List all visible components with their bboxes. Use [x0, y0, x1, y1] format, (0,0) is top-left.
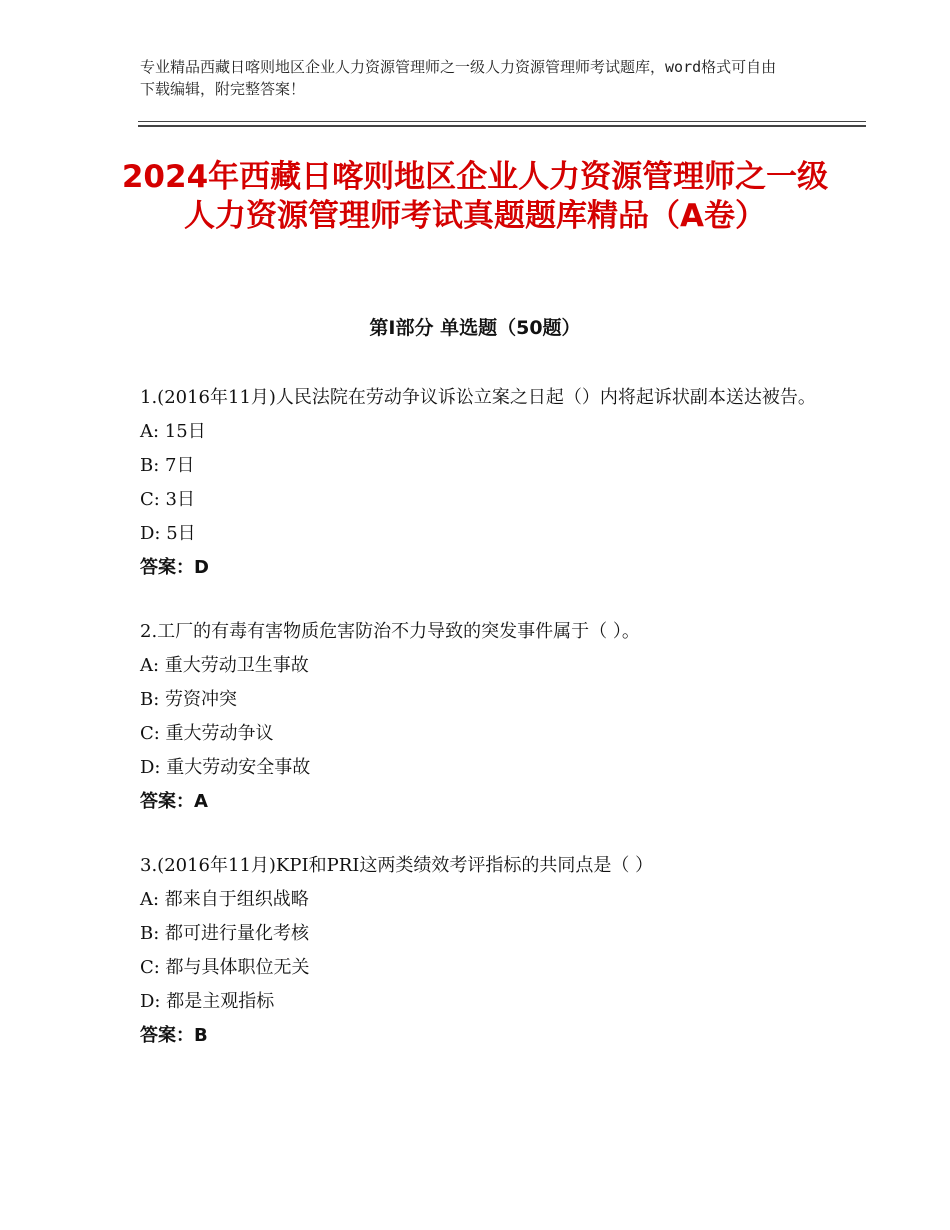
option-d: D: 重大劳动安全事故: [140, 757, 311, 778]
question-1: [140, 381, 820, 585]
question-stem: 1.(2016年11月)人民法院在劳动争议诉讼立案之日起（）内将起诉状副本送达被告。: [140, 387, 816, 408]
option-c: C: 都与具体职位无关: [140, 957, 310, 978]
option-a: A: 15日: [140, 421, 206, 442]
option-b: B: 都可进行量化考核: [140, 923, 310, 944]
header-divider-thin: [138, 121, 866, 122]
answer-line: 答案：B: [140, 1025, 208, 1046]
option-d: D: 5日: [140, 523, 196, 544]
header-divider-thick: [138, 125, 866, 127]
document-title: 2024年西藏日喀则地区企业人力资源管理师之一级人力资源管理师考试真题题库精品（A卷）: [121, 159, 829, 234]
header-note: 专业精品西藏日喀则地区企业人力资源管理师之一级人力资源管理师考试题库，word格式可自由下载编辑，附完整答案！: [140, 58, 777, 98]
option-a: A: 都来自于组织战略: [140, 889, 309, 910]
question-3: [140, 849, 820, 1053]
section-title: 第Ⅰ部分 单选题（50题）: [369, 317, 581, 339]
option-c: C: 重大劳动争议: [140, 723, 274, 744]
option-a: A: 重大劳动卫生事故: [140, 655, 309, 676]
answer-line: 答案：D: [140, 557, 209, 578]
option-d: D: 都是主观指标: [140, 991, 275, 1012]
option-b: B: 7日: [140, 455, 195, 476]
question-stem: 3.(2016年11月)KPI和PRI这两类绩效考评指标的共同点是（ ）: [140, 855, 654, 876]
question-stem: 2.工厂的有毒有害物质危害防治不力导致的突发事件属于（ ）。: [140, 621, 640, 642]
option-b: B: 劳资冲突: [140, 689, 238, 710]
question-list: [140, 381, 820, 1083]
question-2: [140, 615, 820, 819]
option-c: C: 3日: [140, 489, 196, 510]
answer-line: 答案：A: [140, 791, 208, 812]
